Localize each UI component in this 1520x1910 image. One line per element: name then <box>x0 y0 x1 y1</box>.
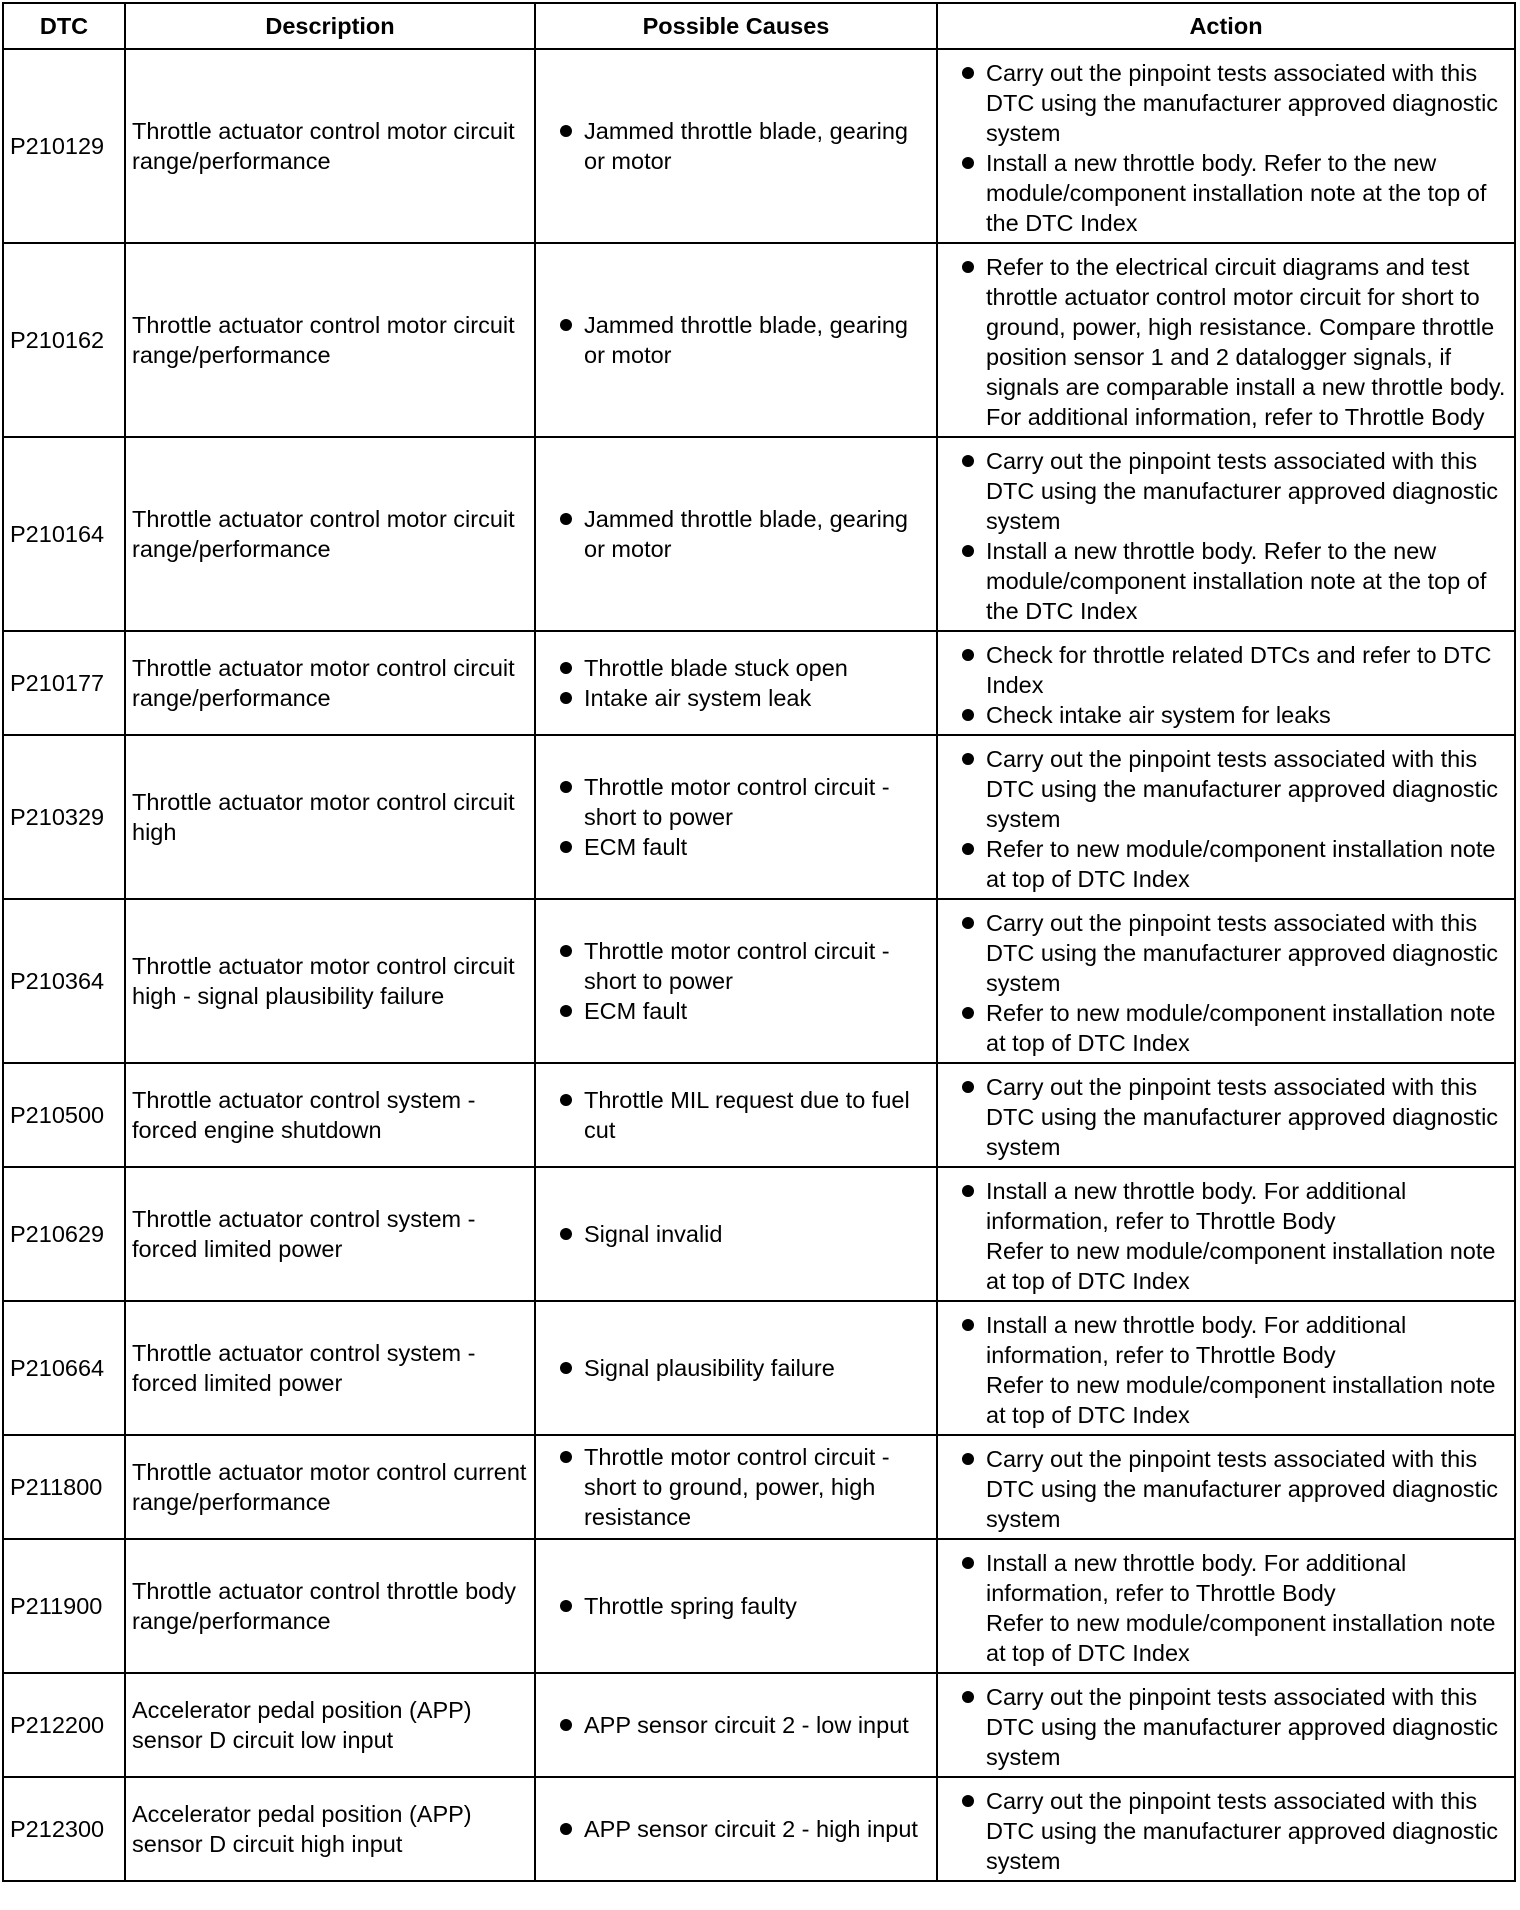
header-action: Action <box>937 3 1515 49</box>
possible-causes-cell <box>535 49 937 243</box>
cause-item: APP sensor circuit 2 - low input <box>544 1710 930 1740</box>
action-cell <box>937 1777 1515 1881</box>
action-item: Install a new throttle body. For additional information, refer to Throttle Body <box>946 1548 1506 1608</box>
action-list <box>946 446 1506 626</box>
cause-item: Signal invalid <box>544 1219 930 1249</box>
header-description: Description <box>125 3 535 49</box>
possible-causes-cell <box>535 243 937 437</box>
possible-causes-cell <box>535 1063 937 1167</box>
action-item: Install a new throttle body. For additional information, refer to Throttle Body <box>946 1176 1506 1236</box>
table-row <box>3 243 1515 437</box>
action-item: Refer to new module/component installation note at top of DTC Index <box>986 1238 1496 1294</box>
possible-causes-list <box>544 1219 930 1249</box>
action-item: Carry out the pinpoint tests associated with this DTC using the manufacturer approved diagnostic system <box>946 1786 1506 1876</box>
action-cell <box>937 243 1515 437</box>
dtc-description: Throttle actuator motor control current range/performance <box>125 1435 535 1539</box>
table-row <box>3 735 1515 899</box>
possible-causes-list <box>544 936 930 1026</box>
possible-causes-cell <box>535 1777 937 1881</box>
dtc-code: P210629 <box>3 1167 125 1301</box>
table-row <box>3 49 1515 243</box>
dtc-description: Throttle actuator motor control circuit high <box>125 735 535 899</box>
possible-causes-cell <box>535 735 937 899</box>
table-row <box>3 1435 1515 1539</box>
cause-item: APP sensor circuit 2 - high input <box>544 1814 930 1844</box>
action-item: Carry out the pinpoint tests associated with this DTC using the manufacturer approved diagnostic system <box>946 446 1506 536</box>
possible-causes-list <box>544 1085 930 1145</box>
dtc-description: Throttle actuator control throttle body range/performance <box>125 1539 535 1673</box>
dtc-table <box>2 2 1516 1882</box>
cause-item: Throttle MIL request due to fuel cut <box>544 1085 930 1145</box>
action-item: Refer to new module/component installation note at top of DTC Index <box>986 1372 1496 1428</box>
action-item: Refer to new module/component installation note at top of DTC Index <box>946 998 1506 1058</box>
dtc-code: P211900 <box>3 1539 125 1673</box>
action-list <box>946 1786 1506 1876</box>
dtc-code: P210664 <box>3 1301 125 1435</box>
cause-item: Throttle spring faulty <box>544 1591 930 1621</box>
action-list <box>946 1444 1506 1534</box>
action-item: Carry out the pinpoint tests associated with this DTC using the manufacturer approved diagnostic system <box>946 1444 1506 1534</box>
action-cell <box>937 437 1515 631</box>
dtc-code: P210329 <box>3 735 125 899</box>
action-list <box>946 908 1506 1058</box>
dtc-description: Throttle actuator control system - forced limited power <box>125 1301 535 1435</box>
header-possible-causes: Possible Causes <box>535 3 937 49</box>
cause-item: Jammed throttle blade, gearing or motor <box>544 504 930 564</box>
action-list <box>946 744 1506 894</box>
possible-causes-list <box>544 1814 930 1844</box>
table-row <box>3 1777 1515 1881</box>
action-cell <box>937 735 1515 899</box>
action-list <box>946 640 1506 730</box>
possible-causes-list <box>544 653 930 713</box>
action-item: Carry out the pinpoint tests associated with this DTC using the manufacturer approved diagnostic system <box>946 908 1506 998</box>
dtc-description: Throttle actuator control system - forced limited power <box>125 1167 535 1301</box>
dtc-table-frame <box>2 2 1514 1882</box>
dtc-code: P210164 <box>3 437 125 631</box>
action-cell <box>937 631 1515 735</box>
action-item: Check intake air system for leaks <box>946 700 1506 730</box>
dtc-description: Throttle actuator control motor circuit range/performance <box>125 49 535 243</box>
possible-causes-list <box>544 116 930 176</box>
table-row <box>3 1673 1515 1777</box>
table-row <box>3 631 1515 735</box>
cause-item: ECM fault <box>544 996 930 1026</box>
action-item: Refer to the electrical circuit diagrams and test throttle actuator control motor circuit for short to ground, power, high resistance. Compare throttle position sensor 1 and 2 datalogger signals, if signals are comparable install a new throttle body. For additional information, refer to Throttle Body <box>946 252 1506 432</box>
header-dtc: DTC <box>3 3 125 49</box>
action-cell <box>937 1301 1515 1435</box>
possible-causes-cell <box>535 437 937 631</box>
cause-item: Jammed throttle blade, gearing or motor <box>544 310 930 370</box>
dtc-description: Throttle actuator control motor circuit range/performance <box>125 243 535 437</box>
dtc-code: P212300 <box>3 1777 125 1881</box>
possible-causes-cell <box>535 631 937 735</box>
possible-causes-list <box>544 772 930 862</box>
dtc-code: P210364 <box>3 899 125 1063</box>
action-list <box>946 1176 1506 1296</box>
possible-causes-cell <box>535 1435 937 1539</box>
action-list <box>946 1548 1506 1668</box>
cause-item: Throttle motor control circuit - short to power <box>544 936 930 996</box>
dtc-description: Throttle actuator control motor circuit range/performance <box>125 437 535 631</box>
possible-causes-list <box>544 1442 930 1532</box>
possible-causes-list <box>544 310 930 370</box>
possible-causes-list <box>544 504 930 564</box>
dtc-description: Throttle actuator motor control circuit high - signal plausibility failure <box>125 899 535 1063</box>
table-row <box>3 1301 1515 1435</box>
action-list <box>946 58 1506 238</box>
action-item: Carry out the pinpoint tests associated with this DTC using the manufacturer approved diagnostic system <box>946 744 1506 834</box>
action-item: Carry out the pinpoint tests associated with this DTC using the manufacturer approved diagnostic system <box>946 1682 1506 1772</box>
table-row <box>3 1539 1515 1673</box>
dtc-code: P210129 <box>3 49 125 243</box>
action-list <box>946 1682 1506 1772</box>
cause-item: Throttle motor control circuit - short to power <box>544 772 930 832</box>
action-item: Install a new throttle body. Refer to the new module/component installation note at the top of the DTC Index <box>946 536 1506 626</box>
possible-causes-list <box>544 1353 930 1383</box>
table-row <box>3 1063 1515 1167</box>
action-item: Install a new throttle body. Refer to the new module/component installation note at the top of the DTC Index <box>946 148 1506 238</box>
possible-causes-cell <box>535 899 937 1063</box>
table-body <box>3 49 1515 1881</box>
cause-item: ECM fault <box>544 832 930 862</box>
action-item: Refer to new module/component installation note at top of DTC Index <box>946 834 1506 894</box>
action-item: Refer to new module/component installation note at top of DTC Index <box>986 1610 1496 1666</box>
dtc-description: Throttle actuator motor control circuit range/performance <box>125 631 535 735</box>
action-list <box>946 1310 1506 1430</box>
dtc-code: P211800 <box>3 1435 125 1539</box>
table-header-row <box>3 3 1515 49</box>
cause-item: Jammed throttle blade, gearing or motor <box>544 116 930 176</box>
action-cell <box>937 1063 1515 1167</box>
dtc-code: P210177 <box>3 631 125 735</box>
table-row <box>3 1167 1515 1301</box>
table-row <box>3 899 1515 1063</box>
dtc-description: Throttle actuator control system - forced engine shutdown <box>125 1063 535 1167</box>
possible-causes-cell <box>535 1301 937 1435</box>
possible-causes-cell <box>535 1167 937 1301</box>
action-cell <box>937 1167 1515 1301</box>
cause-item: Throttle motor control circuit - short to ground, power, high resistance <box>544 1442 930 1532</box>
action-cell <box>937 899 1515 1063</box>
cause-item: Intake air system leak <box>544 683 930 713</box>
possible-causes-cell <box>535 1539 937 1673</box>
possible-causes-list <box>544 1710 930 1740</box>
cause-item: Signal plausibility failure <box>544 1353 930 1383</box>
cause-item: Throttle blade stuck open <box>544 653 930 683</box>
dtc-code: P212200 <box>3 1673 125 1777</box>
action-cell <box>937 1673 1515 1777</box>
dtc-description: Accelerator pedal position (APP) sensor D circuit low input <box>125 1673 535 1777</box>
action-cell <box>937 1435 1515 1539</box>
action-list <box>946 1072 1506 1162</box>
action-item: Carry out the pinpoint tests associated with this DTC using the manufacturer approved diagnostic system <box>946 1072 1506 1162</box>
dtc-code: P210500 <box>3 1063 125 1167</box>
action-cell <box>937 1539 1515 1673</box>
possible-causes-cell <box>535 1673 937 1777</box>
action-list <box>946 252 1506 432</box>
action-item: Carry out the pinpoint tests associated with this DTC using the manufacturer approved diagnostic system <box>946 58 1506 148</box>
action-cell <box>937 49 1515 243</box>
dtc-description: Accelerator pedal position (APP) sensor D circuit high input <box>125 1777 535 1881</box>
dtc-code: P210162 <box>3 243 125 437</box>
action-item: Install a new throttle body. For additional information, refer to Throttle Body <box>946 1310 1506 1370</box>
table-row <box>3 437 1515 631</box>
action-item: Check for throttle related DTCs and refer to DTC Index <box>946 640 1506 700</box>
possible-causes-list <box>544 1591 930 1621</box>
